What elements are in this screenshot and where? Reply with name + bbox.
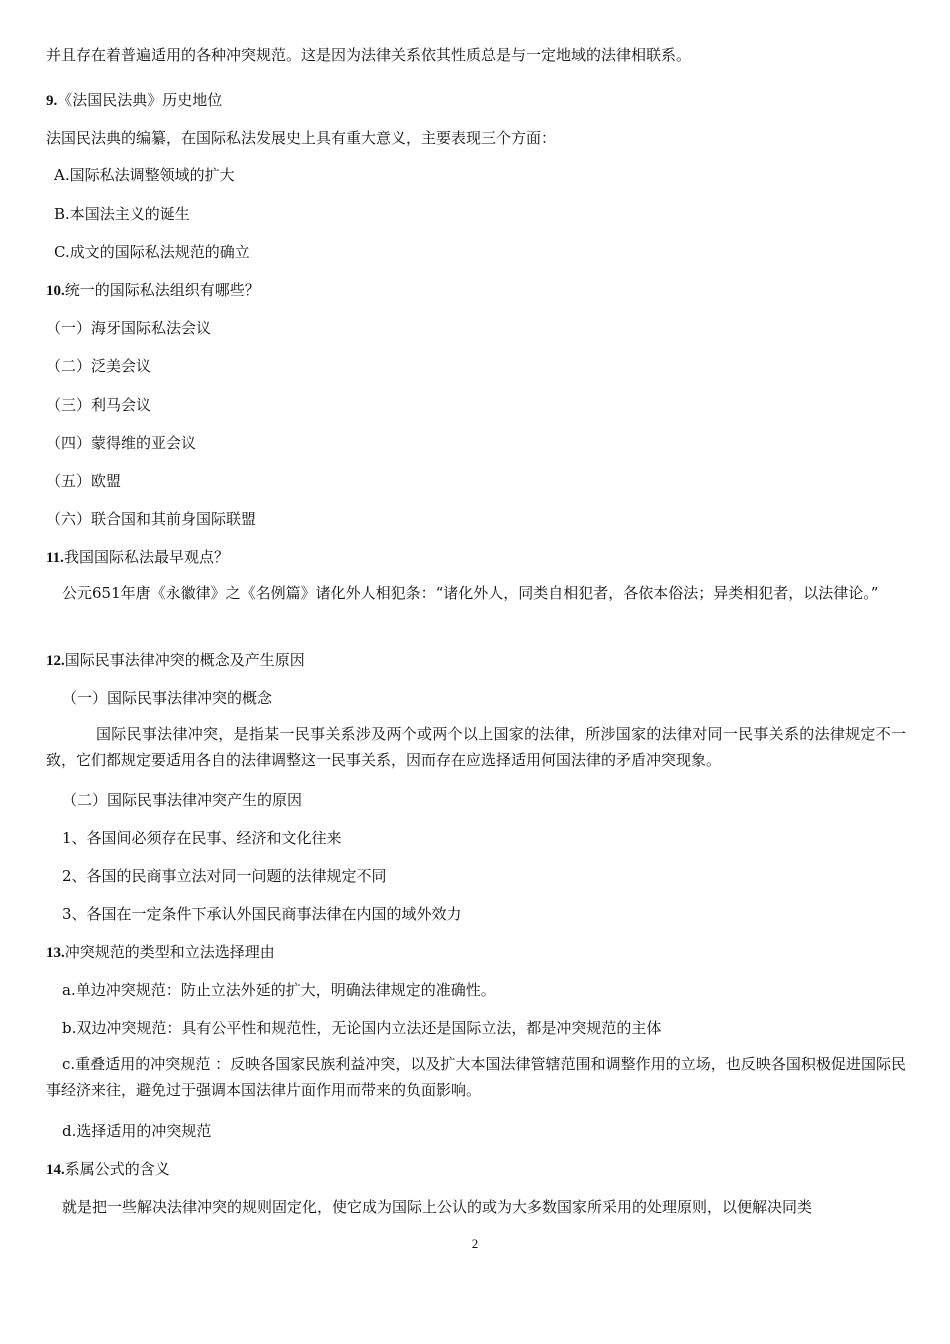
question-heading-12: [46, 651, 305, 671]
question-heading-11: [46, 548, 229, 568]
list-item: b.双边冲突规范：具有公平性和规范性，无论国内立法还是国际立法，都是冲突规范的主体: [62, 1019, 662, 1037]
text-line: 法国民法典的编纂，在国际私法发展史上具有重大意义，主要表现三个方面：: [46, 129, 557, 147]
page-number: 2: [471, 1236, 479, 1251]
question-heading-10: [46, 281, 260, 301]
list-item: （五）欧盟: [46, 472, 122, 490]
list-item: （三）利马会议: [46, 396, 152, 414]
list-item: （六）联合国和其前身国际联盟: [46, 510, 257, 528]
subheading: （二）国际民事法律冲突产生的原因: [62, 791, 303, 809]
list-item: （一）海牙国际私法会议: [46, 319, 212, 337]
question-number: 11.: [46, 550, 64, 566]
list-item: C.成文的国际私法规范的确立: [54, 243, 250, 261]
text-line: 就是把一些解决法律冲突的规则固定化，使它成为国际上公认的或为大多数国家所采用的处理原则，以便解决同类: [62, 1198, 813, 1216]
list-item: B.本国法主义的诞生: [54, 205, 190, 223]
list-item: （四）蒙得维的亚会议: [46, 434, 197, 452]
question-number: 10.: [46, 283, 65, 299]
question-number: 12.: [46, 653, 65, 669]
list-item: 2、各国的民商事立法对同一问题的法律规定不同: [62, 867, 387, 885]
list-item-paragraph: c.重叠适用的冲突规范 ：反映各国家民族利益冲突，以及扩大本国法律管辖范围和调整作用的立场，也反映各国积极促进国际民事经济来往，避免过于强调本国法律片面作用而带来的负面影响。: [46, 1055, 906, 1099]
question-number: 14.: [46, 1162, 65, 1178]
question-title: 我国国际私法最早观点？: [63, 548, 229, 566]
question-title: 《法国民法典》历史地位: [57, 91, 223, 109]
question-heading-9: [46, 91, 222, 111]
question-number: 13.: [46, 945, 65, 961]
question-number: 9.: [46, 93, 58, 109]
question-heading-13: [46, 943, 275, 963]
question-title: 冲突规范的类型和立法选择理由: [64, 943, 275, 961]
answer-paragraph: 国际民事法律冲突，是指某一民事关系涉及两个或两个以上国家的法律，所涉国家的法律对同一民事关系的法律规定不一致，它们都规定要适用各自的法律调整这一民事关系，因而存在应选择适用何国法律的矛盾冲突现象。: [46, 725, 906, 769]
text-line: 并且存在着普遍适用的各种冲突规范。这是因为法律关系依其性质总是与一定地域的法律相联系。: [46, 46, 692, 64]
list-item: 1、各国间必须存在民事、经济和文化往来: [62, 829, 342, 847]
answer-paragraph: 公元651年唐《永徽律》之《名例篇》诸化外人相犯条：“诸化外人，同类自相犯者，各依本俗法；异类相犯者，以法律论。”: [62, 584, 879, 602]
list-item: A.国际私法调整领域的扩大: [54, 166, 235, 184]
question-title: 系属公式的含义: [64, 1160, 170, 1178]
list-item: 3、各国在一定条件下承认外国民商事法律在内国的域外效力: [62, 905, 462, 923]
subheading: （一）国际民事法律冲突的概念: [62, 689, 273, 707]
list-item: a.单边冲突规范：防止立法外延的扩大，明确法律规定的准确性。: [62, 981, 496, 999]
list-item: （二）泛美会议: [46, 357, 152, 375]
question-heading-14: [46, 1160, 170, 1180]
question-title: 国际民事法律冲突的概念及产生原因: [64, 651, 305, 669]
question-title: 统一的国际私法组织有哪些？: [64, 281, 260, 299]
list-item: d.选择适用的冲突规范: [62, 1122, 212, 1140]
